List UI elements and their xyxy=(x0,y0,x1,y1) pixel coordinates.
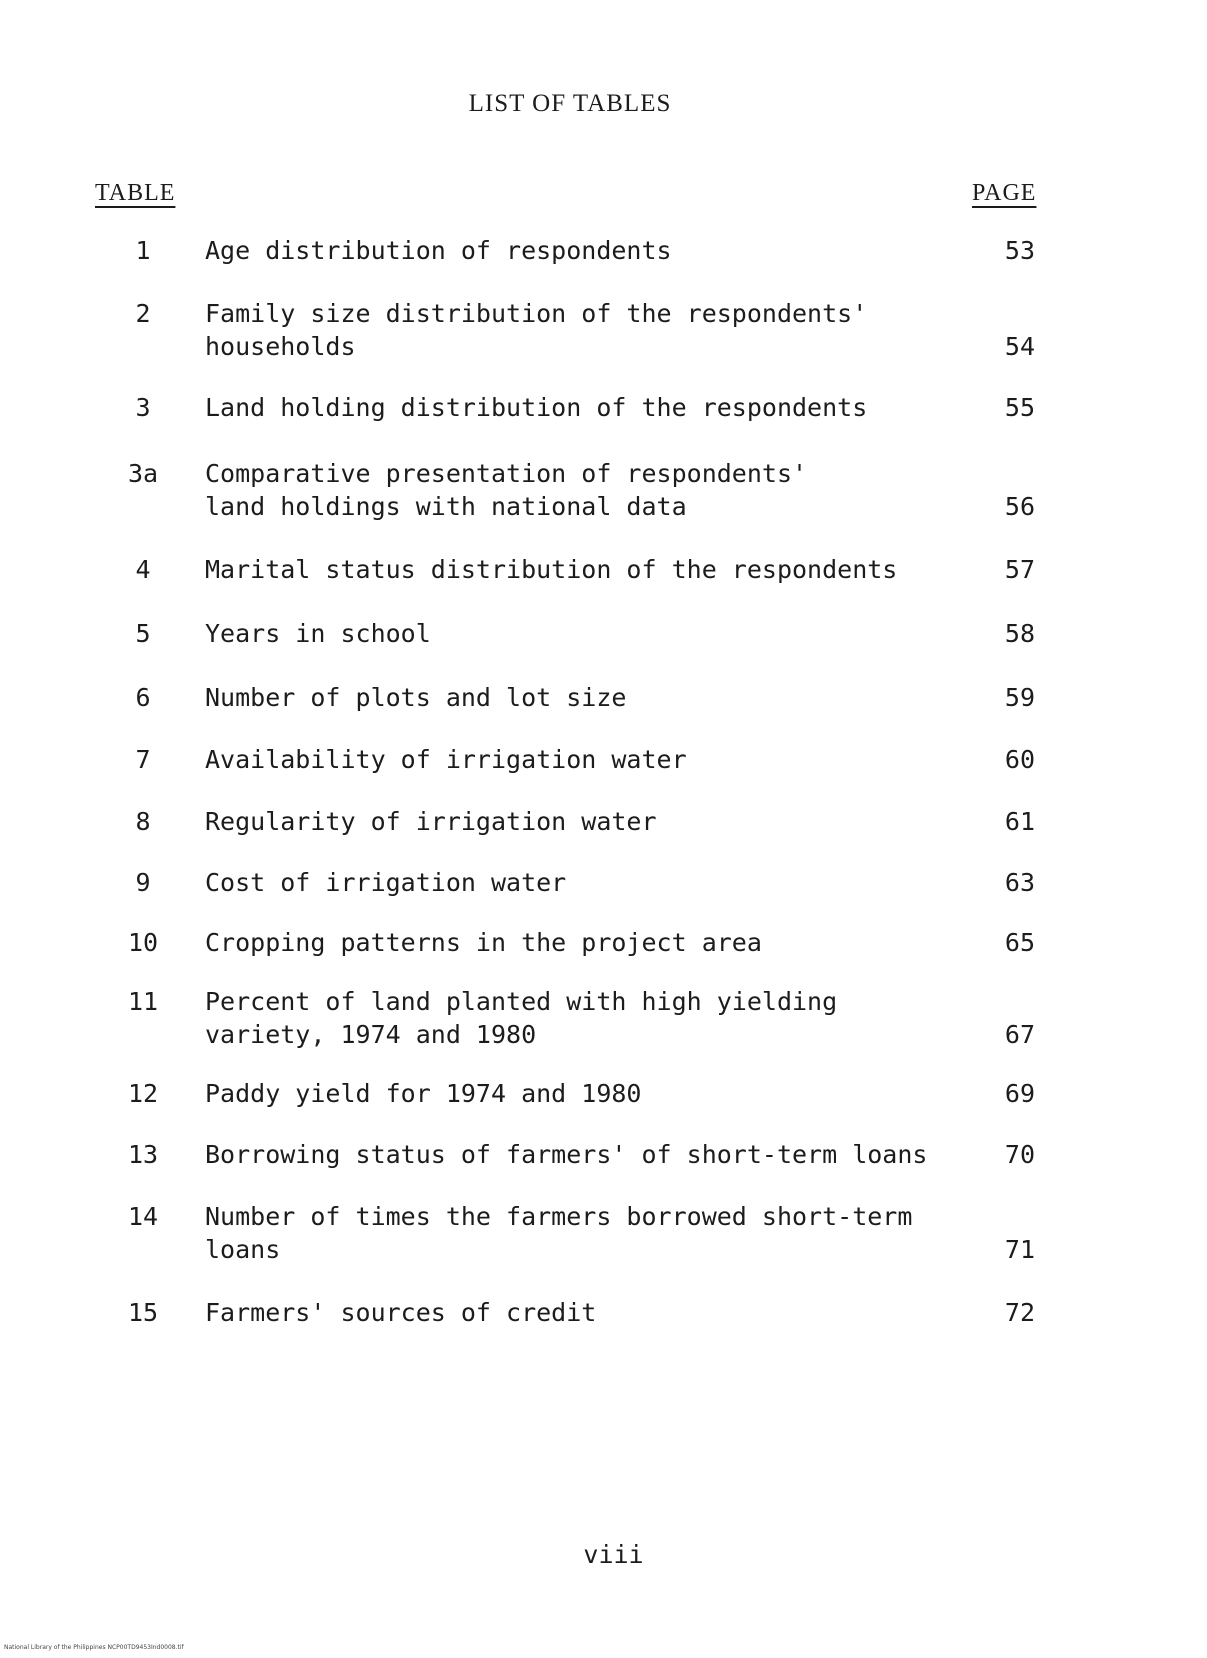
page-column-header: PAGE xyxy=(972,180,1037,206)
table-title: Regularity of irrigation water xyxy=(205,807,657,836)
scan-footer-note: National Library of the Philippines NCP00TD9453Ind0008.tif xyxy=(4,1644,184,1651)
table-title: Family size distribution of the respondents' households xyxy=(205,299,868,361)
table-title: Age distribution of respondents xyxy=(205,236,672,265)
table-number: 4 xyxy=(135,555,151,584)
page-number: 59 xyxy=(1004,683,1035,712)
table-number: 10 xyxy=(127,928,159,957)
table-column-header: TABLE xyxy=(95,180,176,206)
table-title: Borrowing status of farmers' of short-term loans xyxy=(205,1140,928,1169)
page-title: LIST OF TABLES xyxy=(468,90,672,117)
table-number: 12 xyxy=(127,1079,159,1108)
page-number: 72 xyxy=(1004,1298,1035,1327)
table-title: Farmers' sources of credit xyxy=(205,1298,597,1327)
table-title: Cropping patterns in the project area xyxy=(205,928,762,957)
table-number: 9 xyxy=(135,868,151,897)
page-number: 61 xyxy=(1004,807,1035,836)
table-title: Comparative presentation of respondents' land holdings with national data xyxy=(205,459,808,521)
table-title: Marital status distribution of the respondents xyxy=(205,555,898,584)
table-number: 2 xyxy=(135,299,151,328)
table-title: Number of times the farmers borrowed short-term loans xyxy=(205,1202,913,1264)
table-title: Availability of irrigation water xyxy=(205,745,687,774)
page-number: 69 xyxy=(1004,1079,1035,1108)
page-number: 60 xyxy=(1004,745,1035,774)
page-number: 65 xyxy=(1004,928,1035,957)
table-title: Land holding distribution of the respondents xyxy=(205,393,868,422)
table-title: Percent of land planted with high yielding variety, 1974 and 1980 xyxy=(205,987,838,1049)
table-title: Cost of irrigation water xyxy=(205,868,567,897)
table-number: 3a xyxy=(127,459,159,488)
table-number: 5 xyxy=(135,619,151,648)
table-title: Number of plots and lot size xyxy=(205,683,627,712)
table-number: 11 xyxy=(127,987,159,1016)
page-number: 54 xyxy=(1004,332,1035,361)
page-number: 56 xyxy=(1004,492,1035,521)
page-number: 55 xyxy=(1004,393,1035,422)
table-title: Years in school xyxy=(205,619,431,648)
table-number: 13 xyxy=(127,1140,159,1169)
table-number: 6 xyxy=(135,683,151,712)
page-number: 71 xyxy=(1004,1235,1035,1264)
page-number: 53 xyxy=(1004,236,1035,265)
page-folio: viii xyxy=(583,1540,644,1569)
page-number: 57 xyxy=(1004,555,1035,584)
table-number: 15 xyxy=(127,1298,159,1327)
table-number: 14 xyxy=(127,1202,159,1231)
page-number: 63 xyxy=(1004,868,1035,897)
table-title: Paddy yield for 1974 and 1980 xyxy=(205,1079,642,1108)
page-number: 58 xyxy=(1004,619,1035,648)
table-number: 8 xyxy=(135,807,151,836)
table-number: 1 xyxy=(135,236,151,265)
table-number: 7 xyxy=(135,745,151,774)
page-number: 67 xyxy=(1004,1020,1035,1049)
table-number: 3 xyxy=(135,393,151,422)
page-number: 70 xyxy=(1004,1140,1035,1169)
